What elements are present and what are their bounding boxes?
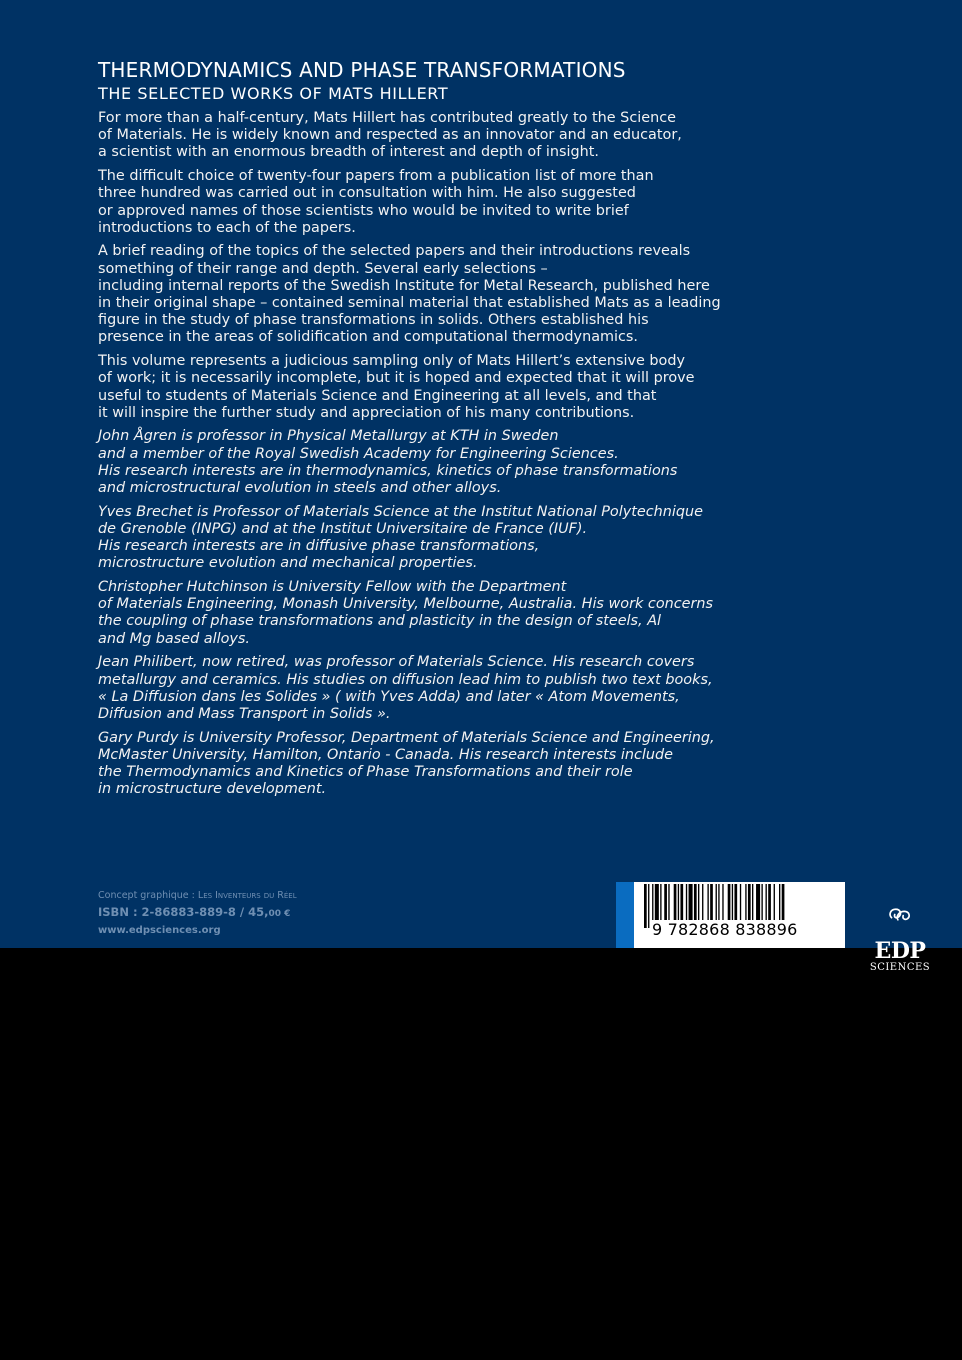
isbn-text: ISBN : 2-86883-889-8 / 45, — [98, 905, 269, 919]
concept-credit — [98, 888, 297, 904]
publisher-name: EDP — [874, 938, 926, 964]
blurb-paragraph-1: For more than a half-century, Mats Hillert has contributed greatly to the Science of Materials. He is widely known and respected as an innovator and an educator, a scientist with an enormous breadth of interest and depth of insight. — [98, 110, 682, 161]
editor-bio-purdy: Gary Purdy is University Professor, Department of Materials Science and Engineering, McMaster University, Hamilton, Ontario - Canada. His research interests include the Thermodynamics and Kinetics of Phase Transformations and their role in microstructure development. — [98, 729, 715, 798]
cover-text-block — [98, 58, 748, 805]
barcode-accent-band — [616, 882, 634, 948]
barcode — [634, 882, 845, 948]
blurb-paragraph-4: This volume represents a judicious sampling only of Mats Hillert’s extensive body of work; it is necessarily incomplete, but it is hoped and expected that it will prove useful to students of Materials Science and Engineering at all levels, and that it will inspire the further study and appreciation of his many contributions. — [98, 353, 695, 421]
credits-block — [98, 888, 297, 939]
editor-bio-agren: John Ågren is professor in Physical Metallurgy at KTH in Sweden and a member of the Royal Swedish Academy for Engineering Sciences. His research interests are in thermodynamics, kinetics of phase transformations and microstructural evolution in steels and other alloys. — [98, 428, 678, 497]
publisher-logo-text — [866, 940, 934, 974]
barcode-bar — [644, 884, 647, 928]
editor-bio-brechet: Yves Brechet is Professor of Materials Science at the Institut National Polytechnique de Grenoble (INPG) and at the Institut Universitaire de France (IUF). His research interests are in diffusive phase transformations, microstructure evolution and mechanical properties. — [98, 503, 703, 572]
blurb-paragraph-3: A brief reading of the topics of the selected papers and their introductions reveals something of their range and depth. Several early selections – including internal reports of the Swedish Institute for Metal Research, published here in their original shape – contained seminal material that established Mats as a leading figure in the study of phase transformations in solids. Others established his presence in the areas of solidification and computational thermodynamics. — [98, 243, 721, 346]
concept-label: Concept graphique : — [98, 890, 198, 901]
book-title: THERMODYNAMICS AND PHASE TRANSFORMATIONS — [98, 58, 626, 82]
price-cents: 00 € — [268, 909, 291, 919]
concept-name: Les Inventeurs du Réel — [197, 890, 297, 901]
book-subtitle: THE SELECTED WORKS OF MATS HILLERT — [98, 84, 449, 103]
publisher-subname: SCIENCES — [869, 962, 931, 973]
editor-bio-philibert: Jean Philibert, now retired, was professor of Materials Science. His research covers metallurgy and ceramics. His studies on diffusion lead him to publish two text books, « La Diffusion dans les Solides » ( with Yves Adda) and later « Atom Movements, Diffusion and Mass Transport in Solids ». — [98, 654, 713, 722]
isbn-price — [98, 904, 297, 923]
editor-bio-hutchinson: Christopher Hutchinson is University Fellow with the Department of Materials Engineering, Monash University, Melbourne, Australia. His work concerns the coupling of phase transformations and plasticity in the design of steels, Al and Mg based alloys. — [98, 579, 714, 647]
barcode-digits: 9 782868 838896 — [652, 920, 798, 939]
blurb-paragraph-2: The difficult choice of twenty-four papers from a publication list of more than three hundred was carried out in consultation with him. He also suggested or approved names of those scientists who would be invited to write brief introductions to each of the papers. — [98, 168, 654, 236]
publisher-website: www.edpsciences.org — [98, 925, 221, 936]
